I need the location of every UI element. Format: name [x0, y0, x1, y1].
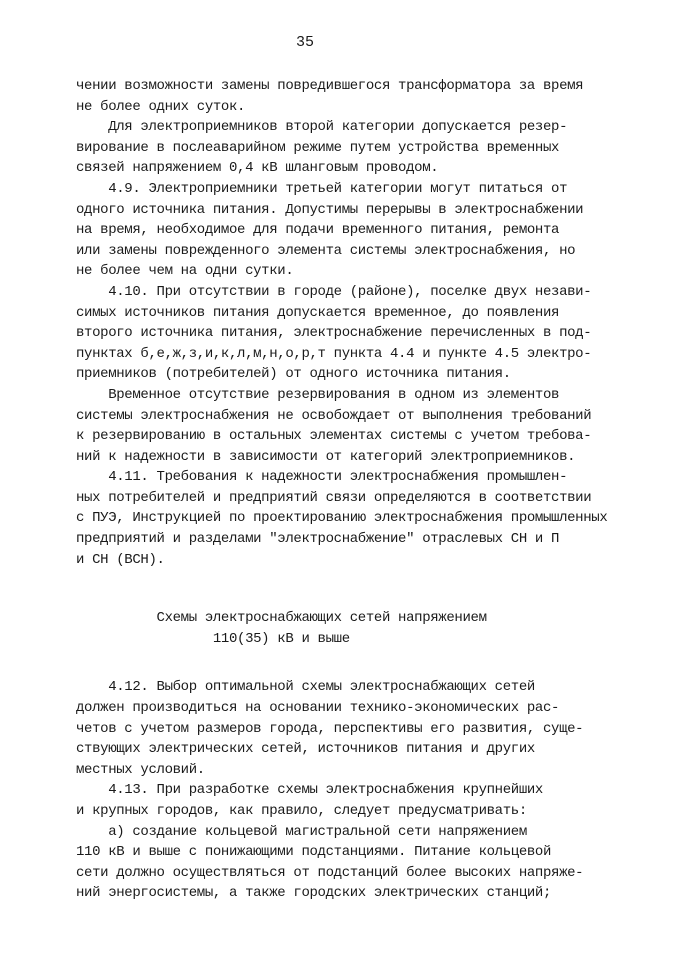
text-line: симых источников питания допускается временное, до появления	[76, 304, 560, 321]
text-line: четов с учетом размеров города, перспективы его развития, суще-	[76, 720, 584, 737]
text-line: Временное отсутствие резервирования в одном из элементов	[76, 386, 560, 403]
text-line: и СН (ВСН).	[76, 551, 165, 568]
text-line: 4.12. Выбор оптимальной схемы электроснабжающих сетей	[76, 679, 535, 696]
text-line: или замены поврежденного элемента системы электроснабжения, но	[76, 242, 576, 259]
text-line: связей напряжением 0,4 кВ шланговым проводом.	[76, 160, 439, 177]
section-spacer	[76, 570, 636, 608]
page-number: 35	[295, 34, 314, 51]
text-line: приемников (потребителей) от одного источника питания.	[76, 366, 511, 383]
section-spacer	[76, 649, 636, 677]
text-line: ствующих электрических сетей, источников питания и других	[76, 741, 535, 758]
text-line: системы электроснабжения не освобождает от выполнения требований	[76, 407, 592, 424]
text-line: местных условий.	[76, 761, 205, 778]
text-line: 4.11. Требования к надежности электроснабжения промышлен-	[76, 469, 568, 486]
text-line: 4.10. При отсутствии в городе (районе), поселке двух незави-	[76, 283, 592, 300]
text-line: на время, необходимое для подачи временного питания, ремонта	[76, 222, 560, 239]
text-line: ний к надежности в зависимости от категорий электроприемников.	[76, 448, 576, 465]
text-line: чении возможности замены повредившегося трансформатора за время	[76, 78, 584, 94]
heading-line: 110(35) кВ и выше	[76, 630, 350, 647]
text-line: 110 кВ и выше с понижающими подстанциями. Питание кольцевой	[76, 844, 552, 861]
text-line: Для электроприемников второй категории допускается резер-	[76, 119, 568, 136]
text-line: 4.9. Электроприемники третьей категории могут питаться от	[76, 180, 568, 197]
text-line: 4.13. При разработке схемы электроснабжения крупнейших	[76, 782, 543, 799]
text-line: предприятий и разделами "электроснабжение" отраслевых СН и П	[76, 531, 560, 548]
paragraph-block-2	[76, 677, 636, 904]
text-line: одного источника питания. Допустимы перерывы в электроснабжении	[76, 201, 584, 218]
text-line: а) создание кольцевой магистральной сети напряжением	[76, 823, 527, 840]
heading-line: Схемы электроснабжающих сетей напряжением	[76, 610, 487, 627]
text-line: и крупных городов, как правило, следует предусматривать:	[76, 803, 527, 819]
text-line: должен производиться на основании технико-экономических рас-	[76, 700, 560, 717]
text-line: ных потребителей и предприятий связи определяются в соответствии	[76, 489, 592, 506]
text-line: к резервированию в остальных элементах системы с учетом требова-	[76, 428, 592, 445]
text-line: с ПУЭ, Инструкцией по проектированию электроснабжения промышленных	[76, 510, 608, 527]
text-line: не более одних суток.	[76, 98, 246, 115]
document-body	[76, 76, 636, 904]
text-line: ний энергосистемы, а также городских электрических станций;	[76, 885, 552, 902]
text-line: сети должно осуществляться от подстанций более высоких напряже-	[76, 864, 584, 881]
text-line: не более чем на одни сутки.	[76, 263, 294, 280]
text-line: второго источника питания, электроснабжение перечисленных в под-	[76, 325, 592, 342]
section-heading	[76, 608, 636, 649]
text-line: пунктах б,е,ж,з,и,к,л,м,н,о,р,т пункта 4.4 и пункте 4.5 электро-	[76, 345, 592, 362]
text-line: вирование в послеаварийном режиме путем устройства временных	[76, 139, 560, 156]
paragraph-block-1	[76, 76, 636, 570]
